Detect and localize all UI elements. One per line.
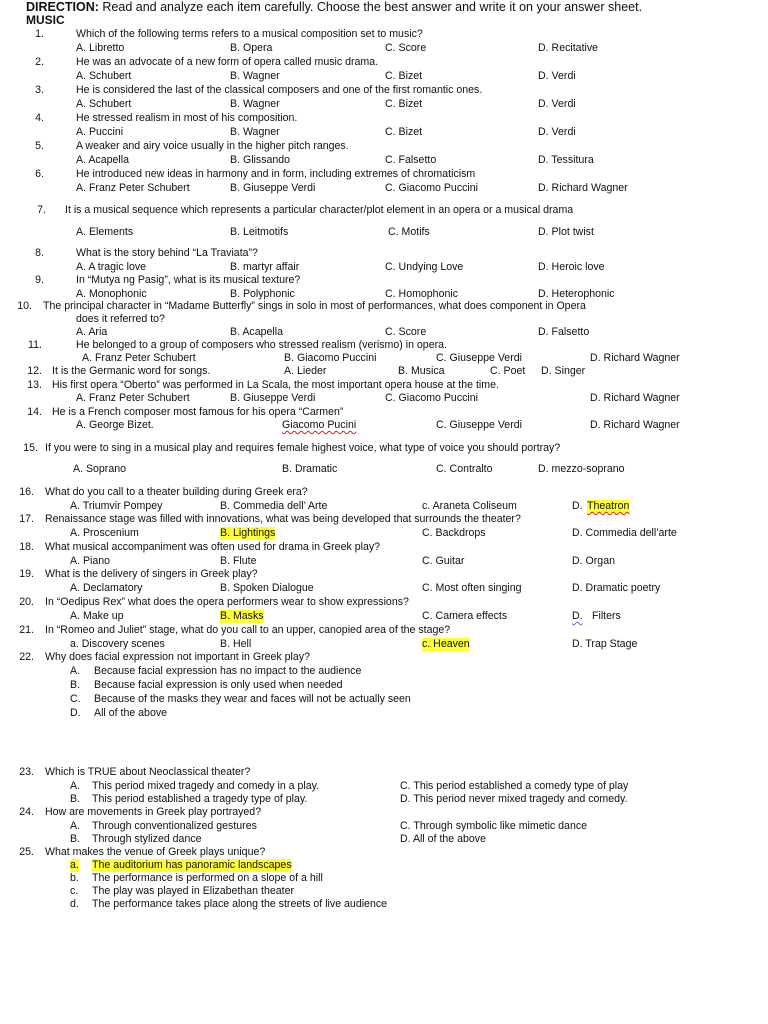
answer-option[interactable]: A. Piano bbox=[70, 555, 111, 567]
answer-option-letter[interactable]: a. bbox=[70, 859, 79, 871]
answer-option-text[interactable]: All of the above bbox=[94, 707, 168, 719]
answer-option[interactable]: A. Schubert bbox=[76, 70, 132, 82]
question-stem: What do you call to a theater building during Greek era? bbox=[45, 486, 308, 498]
answer-option[interactable]: B. Glissando bbox=[230, 154, 291, 166]
directions bbox=[26, 0, 642, 14]
answer-option[interactable]: B. Giuseppe Verdi bbox=[230, 182, 316, 194]
answer-option[interactable]: B. Giuseppe Verdi bbox=[230, 392, 316, 404]
answer-option[interactable]: D. Richard Wagner bbox=[590, 419, 680, 431]
answer-option[interactable]: A. Soprano bbox=[73, 463, 127, 475]
answer-option[interactable]: B. Lightings bbox=[220, 527, 276, 539]
question-number: 18. bbox=[19, 541, 34, 553]
answer-option[interactable]: A. Triumvir Pompey bbox=[70, 500, 163, 512]
question-stem: In “Oedipus Rex” what does the opera performers wear to show expressions? bbox=[45, 596, 409, 608]
answer-option[interactable]: D. Singer bbox=[541, 365, 586, 377]
answer-option[interactable]: D. Richard Wagner bbox=[590, 392, 680, 404]
question-stem: He was an advocate of a new form of opera called music drama. bbox=[76, 56, 379, 68]
answer-option-letter[interactable]: B. bbox=[70, 793, 81, 805]
answer-option[interactable]: D. Recitative bbox=[538, 42, 599, 54]
answer-option[interactable]: B. Musica bbox=[398, 365, 445, 377]
answer-option[interactable]: B. martyr affair bbox=[230, 261, 300, 273]
question-number: 23. bbox=[19, 766, 34, 778]
answer-option[interactable]: A. Elements bbox=[76, 226, 134, 238]
question-stem: In “Mutya ng Pasig”, what is its musical texture? bbox=[76, 274, 301, 286]
answer-option[interactable]: B. Acapella bbox=[230, 326, 284, 338]
answer-option[interactable]: C. Motifs bbox=[388, 226, 430, 238]
answer-option-text[interactable]: The performance is performed on a slope of a hill bbox=[92, 872, 323, 884]
direction-label: DIRECTION: bbox=[26, 0, 99, 14]
answer-option[interactable]: B. Giacomo Puccini bbox=[284, 352, 377, 364]
question-number: 17. bbox=[19, 513, 34, 525]
answer-option[interactable]: D. Heroic love bbox=[538, 261, 605, 273]
question-number: 15. bbox=[23, 442, 38, 454]
answer-option-text[interactable]: The auditorium has panoramic landscapes bbox=[92, 859, 292, 871]
answer-option[interactable]: a. Discovery scenes bbox=[70, 638, 165, 650]
answer-option-letter[interactable]: C. bbox=[70, 693, 81, 705]
answer-option[interactable]: A. George Bizet. bbox=[76, 419, 154, 431]
answer-option[interactable]: C. Falsetto bbox=[385, 154, 437, 166]
answer-option-text[interactable]: Because facial expression is only used when needed bbox=[94, 679, 343, 691]
question-stem-continued: does it referred to? bbox=[76, 313, 165, 325]
answer-option[interactable]: D. bbox=[572, 500, 583, 512]
answer-option[interactable]: Theatron bbox=[587, 500, 630, 512]
answer-option[interactable]: D. Verdi bbox=[538, 126, 576, 138]
answer-option[interactable]: D. Organ bbox=[572, 555, 615, 567]
answer-option-letter[interactable]: c. bbox=[70, 885, 79, 897]
question-stem: How are movements in Greek play portrayed? bbox=[45, 806, 262, 818]
answer-option[interactable]: A. Franz Peter Schubert bbox=[76, 182, 190, 194]
question-stem: Why does facial expression not important in Greek play? bbox=[45, 651, 310, 663]
answer-option[interactable]: C. Giacomo Puccini bbox=[385, 392, 479, 404]
answer-option[interactable]: C. Poet bbox=[490, 365, 526, 377]
question-number: 5. bbox=[35, 140, 44, 152]
question-number: 19. bbox=[19, 568, 34, 580]
question-stem: Which of the following terms refers to a musical composition set to music? bbox=[76, 28, 423, 40]
question-number: 1. bbox=[35, 28, 44, 40]
question-stem: He stressed realism in most of his composition. bbox=[76, 112, 298, 124]
answer-option[interactable]: B. Wagner bbox=[230, 98, 280, 110]
answer-option[interactable]: A. Franz Peter Schubert bbox=[76, 392, 190, 404]
question-number: 2. bbox=[35, 56, 44, 68]
answer-option[interactable]: D. Dramatic poetry bbox=[572, 582, 661, 594]
question-number: 16. bbox=[19, 486, 34, 498]
answer-option[interactable]: B. Leitmotifs bbox=[230, 226, 289, 238]
subject-heading: MUSIC bbox=[26, 13, 65, 27]
answer-option[interactable]: C. Giacomo Puccini bbox=[385, 182, 479, 194]
answer-option[interactable]: C. Homophonic bbox=[385, 288, 459, 300]
answer-option-text[interactable]: This period mixed tragedy and comedy in a play. bbox=[92, 780, 320, 792]
answer-option[interactable]: c. Heaven bbox=[422, 638, 470, 650]
answer-option[interactable]: D. Tessitura bbox=[538, 154, 594, 166]
answer-option[interactable]: C. Giuseppe Verdi bbox=[436, 419, 522, 431]
answer-option[interactable]: B. Hell bbox=[220, 638, 252, 650]
answer-option[interactable]: Filters bbox=[592, 610, 621, 622]
question-stem: If you were to sing in a musical play and requires female highest voice, what type of voice you should portray? bbox=[45, 442, 561, 454]
answer-option[interactable]: B. Commedia dell’ Arte bbox=[220, 500, 328, 512]
question-number: 9. bbox=[35, 274, 44, 286]
answer-option-letter[interactable]: B. bbox=[70, 833, 81, 845]
question-number: 8. bbox=[35, 247, 44, 259]
answer-option-text[interactable]: This period established a tragedy type of play. bbox=[92, 793, 308, 805]
answer-option[interactable]: Giacomo Pucini bbox=[282, 419, 357, 431]
answer-option[interactable]: C. Through symbolic like mimetic dance bbox=[400, 820, 588, 832]
answer-option[interactable]: B. Dramatic bbox=[282, 463, 338, 475]
answer-option[interactable]: C. Most often singing bbox=[422, 582, 522, 594]
question-stem: He is considered the last of the classical composers and one of the first romantic ones. bbox=[76, 84, 483, 96]
answer-option-letter[interactable]: d. bbox=[70, 898, 79, 910]
answer-option[interactable]: C. Giuseppe Verdi bbox=[436, 352, 522, 364]
answer-option[interactable]: B. Wagner bbox=[230, 70, 280, 82]
answer-option-letter[interactable]: A. bbox=[70, 665, 81, 677]
answer-option[interactable]: B. Opera bbox=[230, 42, 273, 54]
answer-option[interactable]: A. A tragic love bbox=[76, 261, 147, 273]
answer-option[interactable]: D. Commedia dell’arte bbox=[572, 527, 677, 539]
answer-option[interactable]: C. Score bbox=[385, 42, 427, 54]
question-stem: It is the Germanic word for songs. bbox=[52, 365, 211, 377]
answer-option[interactable]: A. Make up bbox=[70, 610, 124, 622]
question-stem: He is a French composer most famous for his opera “Carmen” bbox=[52, 406, 344, 418]
answer-option[interactable]: c. Araneta Coliseum bbox=[422, 500, 517, 512]
question-stem: What makes the venue of Greek plays unique? bbox=[45, 846, 266, 858]
answer-option[interactable]: A. Schubert bbox=[76, 98, 132, 110]
question-number: 13. bbox=[27, 379, 42, 391]
answer-option-letter[interactable]: A. bbox=[70, 820, 81, 832]
answer-option-text[interactable]: Because of the masks they wear and faces will not be actually seen bbox=[94, 693, 411, 705]
answer-option[interactable]: D. Verdi bbox=[538, 98, 576, 110]
question-number: 14. bbox=[27, 406, 42, 418]
answer-option-letter[interactable]: B. bbox=[70, 679, 81, 691]
answer-option[interactable]: C. Score bbox=[385, 326, 427, 338]
question-stem: It is a musical sequence which represents a particular character/plot element in an opera or a musical drama bbox=[65, 204, 574, 216]
answer-option[interactable]: A. Lieder bbox=[284, 365, 327, 377]
answer-option[interactable]: D. mezzo-soprano bbox=[538, 463, 625, 475]
answer-option[interactable]: C. Bizet bbox=[385, 98, 423, 110]
question-number: 24. bbox=[19, 806, 34, 818]
answer-option[interactable]: C. Camera effects bbox=[422, 610, 508, 622]
answer-option[interactable]: C. This period established a comedy type of play bbox=[400, 780, 629, 792]
answer-option[interactable]: D. Verdi bbox=[538, 70, 576, 82]
answer-option[interactable]: D. All of the above bbox=[400, 833, 486, 845]
answer-option[interactable]: B. Spoken Dialogue bbox=[220, 582, 314, 594]
answer-option[interactable]: A. Franz Peter Schubert bbox=[82, 352, 196, 364]
answer-option-letter[interactable]: A. bbox=[70, 780, 81, 792]
answer-option[interactable]: B. Masks bbox=[220, 610, 264, 622]
answer-option[interactable]: D. Heterophonic bbox=[538, 288, 615, 300]
question-number: 21. bbox=[19, 624, 34, 636]
answer-option[interactable]: A. Monophonic bbox=[76, 288, 147, 300]
question-stem: His first opera “Oberto” was performed in La Scala, the most important opera house at the time. bbox=[52, 379, 499, 391]
question-number: 22. bbox=[19, 651, 34, 663]
answer-option-text[interactable]: Because facial expression has no impact to the audience bbox=[94, 665, 362, 677]
answer-option[interactable]: A. Acapella bbox=[76, 154, 130, 166]
answer-option[interactable]: C. Undying Love bbox=[385, 261, 464, 273]
question-number: 7. bbox=[37, 204, 46, 216]
answer-option[interactable]: C. Guitar bbox=[422, 555, 465, 567]
question-stem: What musical accompaniment was often used for drama in Greek play? bbox=[45, 541, 381, 553]
question-number: 12. bbox=[27, 365, 42, 377]
answer-option-letter[interactable]: D. bbox=[70, 707, 81, 719]
question-stem: In “Romeo and Juliet” stage, what do you call to an upper, canopied area of the stage? bbox=[45, 624, 451, 636]
question-number: 11. bbox=[28, 339, 42, 351]
answer-option[interactable]: C. Contralto bbox=[436, 463, 493, 475]
answer-option[interactable]: D. Trap Stage bbox=[572, 638, 638, 650]
answer-option-text[interactable]: The performance takes place along the streets of live audience bbox=[92, 898, 388, 910]
answer-option[interactable]: A. Puccini bbox=[76, 126, 124, 138]
question-number: 3. bbox=[35, 84, 44, 96]
direction-text: Read and analyze each item carefully. Choose the best answer and write it on your answer sheet. bbox=[102, 0, 643, 14]
question-number: 20. bbox=[19, 596, 34, 608]
question-stem: Which is TRUE about Neoclassical theater? bbox=[45, 766, 251, 778]
answer-option[interactable]: B. Flute bbox=[220, 555, 257, 567]
answer-option[interactable]: D. bbox=[572, 610, 583, 622]
answer-option[interactable]: A. Aria bbox=[76, 326, 108, 338]
answer-option[interactable]: D. Plot twist bbox=[538, 226, 594, 238]
answer-option[interactable]: D. This period never mixed tragedy and comedy. bbox=[400, 793, 628, 805]
answer-option[interactable]: C. Bizet bbox=[385, 70, 423, 82]
answer-option-text[interactable]: Through stylized dance bbox=[92, 833, 202, 845]
answer-option[interactable]: C. Backdrops bbox=[422, 527, 486, 539]
answer-option[interactable]: C. Bizet bbox=[385, 126, 423, 138]
answer-option-letter[interactable]: b. bbox=[70, 872, 79, 884]
question-number: 10. bbox=[17, 300, 32, 312]
question-number: 6. bbox=[35, 168, 44, 180]
answer-option-text[interactable]: The play was played in Elizabethan theater bbox=[92, 885, 294, 897]
question-stem: Renaissance stage was filled with innovations, what was being developed that surrounds the theater? bbox=[45, 513, 521, 525]
question-stem: The principal character in “Madame Butterfly” sings in solo in most of performances, what does component in Opera bbox=[43, 300, 586, 312]
question-stem: A weaker and airy voice usually in the higher pitch ranges. bbox=[76, 140, 349, 152]
question-stem: He introduced new ideas in harmony and in form, including extremes of chromaticism bbox=[76, 168, 476, 180]
answer-option[interactable]: D. Falsetto bbox=[538, 326, 590, 338]
question-number: 25. bbox=[19, 846, 34, 858]
answer-option[interactable]: B. Polyphonic bbox=[230, 288, 295, 300]
answer-option[interactable]: D. Richard Wagner bbox=[590, 352, 680, 364]
question-stem: What is the story behind “La Traviata”? bbox=[76, 247, 258, 259]
question-number: 4. bbox=[35, 112, 44, 124]
question-stem: What is the delivery of singers in Greek play? bbox=[45, 568, 258, 580]
answer-option[interactable]: A. Proscenium bbox=[70, 527, 139, 539]
answer-option[interactable]: B. Wagner bbox=[230, 126, 280, 138]
answer-option[interactable]: D. Richard Wagner bbox=[538, 182, 628, 194]
answer-option[interactable]: A. Libretto bbox=[76, 42, 125, 54]
answer-option-text[interactable]: Through conventionalized gestures bbox=[92, 820, 257, 832]
question-stem: He belonged to a group of composers who stressed realism (verismo) in opera. bbox=[76, 339, 447, 351]
answer-option[interactable]: A. Declamatory bbox=[70, 582, 143, 594]
